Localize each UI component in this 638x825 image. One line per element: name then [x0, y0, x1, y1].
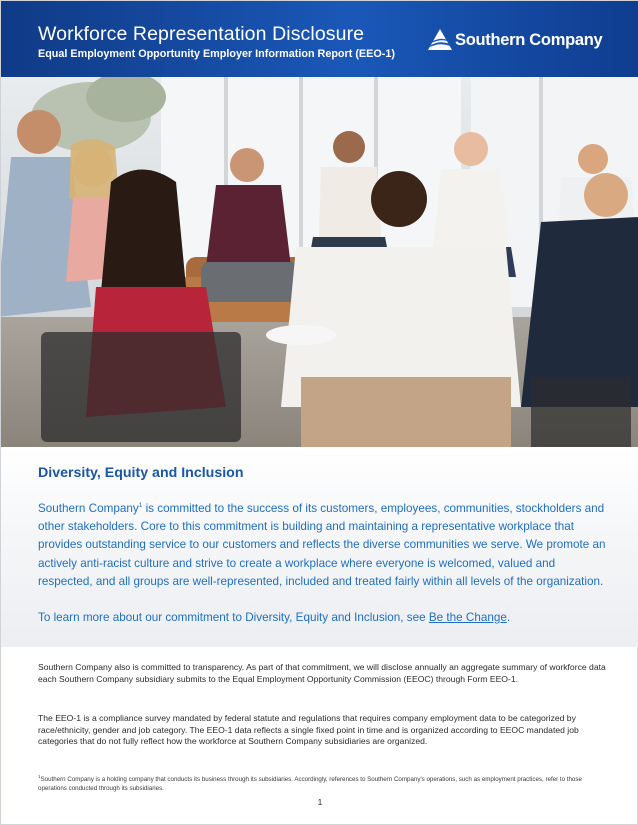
group-meeting-photo — [1, 77, 638, 447]
eeo1-paragraph: The EEO-1 is a compliance survey mandated by federal statute and regulations that requires company employment data to be categorized by race/ethnicity, gender and job category. The EEO-1 data reflects a single fixed point in time and is organized according to EEOC mandated job categories that do not fully reflect how the workforce at Southern Company subsidiaries are organized. — [38, 713, 579, 747]
logo-icon — [427, 28, 453, 52]
learn-more-suffix: . — [506, 611, 511, 624]
page-header — [1, 1, 638, 77]
footnote-text: Southern Company is a holding company that conducts its business through its subsidiaries. Accordingly, references to Southern Company's operations, such as employment practices, refer to those operations conducted through its subsidiaries. — [38, 776, 582, 792]
page-subtitle: Equal Employment Opportunity Employer Information Report (EEO-1) — [38, 48, 395, 60]
learn-more-prefix: To learn more about our commitment to Diversity, Equity and Inclusion, see — [38, 611, 429, 624]
footnote-marker: 1 — [138, 502, 143, 509]
dei-heading: Diversity, Equity and Inclusion — [38, 465, 244, 481]
page-number: 1 — [317, 797, 323, 807]
transparency-paragraph: Southern Company also is committed to transparency. As part of that commitment, we will disclose annually an aggregate summary of workforce data each Southern Company subsidiary submits to the Equal Employment Opportunity Commission (EEOC) through Form EEO-1. — [38, 662, 606, 684]
dei-body-lead: Southern Company — [38, 502, 139, 515]
dei-body-rest: is committed to the success of its customers, employees, communities, stockholders and other stakeholders. Core to this commitment is building and maintaining a representative workplace that provides outstanding service to our customers and reflects the diverse communities we serve. We promote an actively anti-racist culture and strive to create a workplace where everyone is welcomed, valued and respected, and all groups are well-represented, included and treated fairly within all levels of the organization. — [38, 502, 606, 588]
page-title: Workforce Representation Disclosure — [38, 23, 365, 45]
dei-section — [1, 447, 638, 647]
dei-body — [38, 500, 608, 591]
logo-text: Southern Company — [455, 31, 603, 49]
footnote-number: 1 — [38, 774, 41, 779]
learn-more-line — [38, 611, 510, 624]
be-the-change-link[interactable]: Be the Change — [428, 611, 507, 624]
footnote — [38, 776, 612, 793]
